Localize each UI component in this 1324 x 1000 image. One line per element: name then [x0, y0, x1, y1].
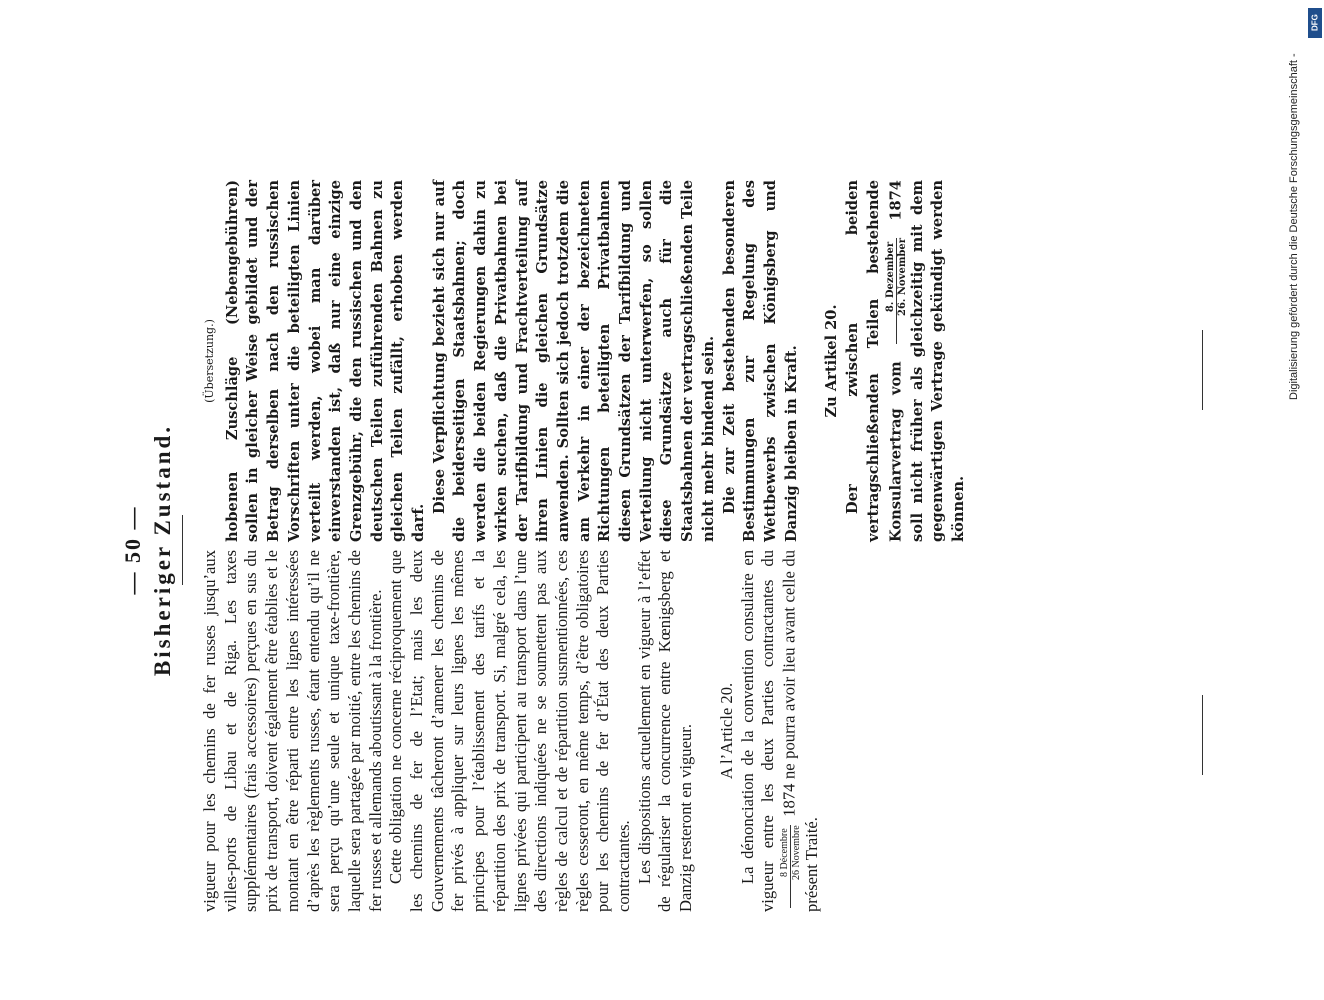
german-frac-top: 8. Dezember	[885, 238, 897, 344]
german-p4-text-a: Der zwischen beiden vertragschließenden Teilen bestehende Konsularvertrag vom	[844, 180, 904, 542]
french-article-heading: A l’Article 20.	[716, 682, 736, 780]
digitization-note: Digitalisierung gefördert durch die Deutsche Forschungsgemeinschaft -	[1288, 53, 1300, 400]
end-rule-left	[1202, 695, 1203, 775]
translation-note: (Übersetzung.)	[203, 319, 216, 403]
german-frac-bottom: 26. November	[896, 237, 908, 317]
french-date-fraction	[779, 825, 802, 908]
german-paragraph-4	[843, 180, 970, 542]
german-paragraph-1: hobenen Zuschläge (Nebengebühren) sollen in gleicher Weise gebildet und der Betrag derselben nach den russischen Vorschriften unter die beteiligten Linien verteilt werden, wobei man darüber einverstanden ist, daß nur eine einzige Grenzgebühr, die den russischen und den deutschen Teilen zuführenden Bahnen zu gleichen Teilen zufällt, erhoben werden darf.	[223, 180, 428, 542]
french-column	[200, 550, 823, 912]
french-p4-text-b: 1874 ne pourra avoir lieu avant celle du présent Traité.	[779, 550, 821, 912]
document-page	[112, 100, 1222, 1000]
german-paragraph-2: Diese Verpflichtung bezieht sich nur auf die beiderseitigen Staatsbahnen; doch werden die beiden Regierungen dahin zu wirken suchen, daß die Privatbahnen bei der Tarifbildung und Frachtverteilung auf ihren Linien die gleichen Grundsätze anwenden. Sollten sich jedoch trotzdem die am Verkehr in einer der bezeichneten Richtungen beteiligten Privatbahnen diesen Grundsätzen der Tarifbildung und Verteilung nicht unterwerfen, so sollen diese Grundsätze auch für die Staatsbahnen der vertragschließenden Teile nicht mehr bindend sein.	[430, 180, 717, 542]
french-frac-top: 8 Décembre	[779, 825, 791, 908]
german-paragraph-3: Die zur Zeit bestehenden besonderen Bestimmungen zur Regelung des Wettbewerbs zwischen Königsberg und Danzig bleiben in Kraft.	[720, 180, 800, 542]
german-p4-text-b: 1874 soll nicht früher als gleichzeitig mit dem gegenwärtigen Vertrage gekündigt werden können.	[887, 180, 967, 542]
french-paragraph-3: Les dispositions actuellement en vigueur à l’effet de régulariser la concurrence entre Kœnigsberg et Danzig resteront en vigueur.	[634, 550, 696, 912]
page-heading: Bisheriger Zustand.	[150, 423, 175, 677]
french-paragraph-4	[738, 550, 823, 912]
dfg-logo: DFG	[1308, 8, 1322, 38]
french-frac-bottom: 26 Novembre	[790, 825, 802, 880]
german-article-heading: Zu Artikel 20.	[823, 304, 841, 418]
german-date-fraction	[885, 238, 908, 344]
german-column	[200, 180, 970, 542]
heading-rule	[182, 515, 183, 585]
french-paragraph-2: Cette obligation ne concerne réciproquement que les chemins de fer de l’Etat; mais les deux Gouvernements tâcheront d’amener les chemins de fer privés à appliquer sur leurs lignes les mêmes principes pour l’établissement des tarifs et la répartition des prix de transport. Si, malgré cela, les lignes privées qui participent au transport dans l’une des directions indiquées ne se soumettent pas aux règles de calcul et de répartition susmentionnées, ces règles cesseront, en même temps, d’être obligatoires pour les chemins de fer d’État des deux Parties contractantes.	[386, 550, 634, 912]
french-p4-text-a: La dénonciation de la convention consulaire en vigueur entre les deux Parties contractantes du	[737, 550, 778, 912]
end-rule-right	[1202, 330, 1203, 410]
page-number: — 50 —	[120, 505, 145, 595]
french-paragraph-1: vigueur pour les chemins de fer russes jusqu’aux villes-ports de Libau et de Riga. Les taxes supplémentaires (frais accessoires) perçues en sus du prix de transport, doivent également être établies et le montant en être réparti entre les lignes intéressées d’après les règlements russes, étant entendu qu’il ne sera perçu qu’une seule et unique taxe-frontière, laquelle sera partagée par moitié, entre les chemins de fer russes et allemands aboutissant à la frontière.	[200, 550, 385, 912]
